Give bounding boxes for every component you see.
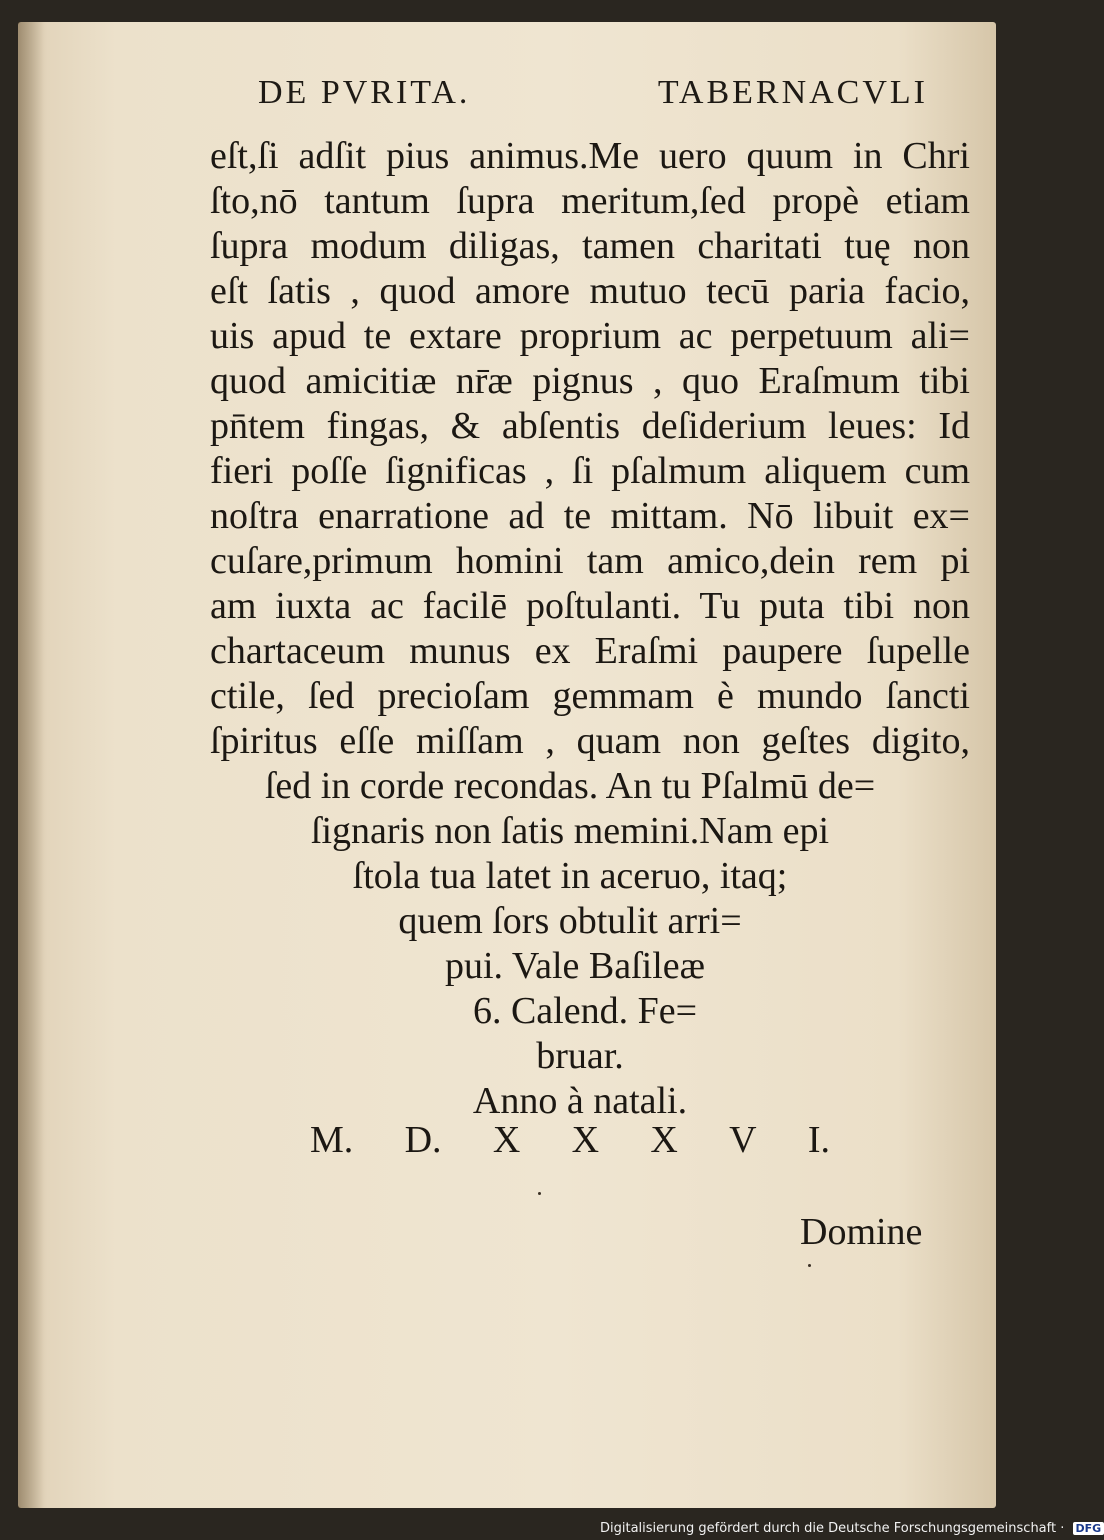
taper-line: 6. Calend. Fe=: [472, 990, 698, 1032]
body-line: noſtra enarratione ad te mittam. Nō libuit ex=: [210, 495, 970, 537]
taper-line: quem ſors obtulit arri=: [398, 900, 742, 942]
credit-text: Digitalisierung gefördert durch die Deutsche Forschungsgemeinschaft ·: [600, 1521, 1065, 1536]
body-line: chartaceum munus ex Eraſmi paupere ſupelle: [210, 630, 970, 672]
running-head: [258, 74, 928, 112]
taper-line: ſignaris non ſatis memini.Nam epi: [310, 810, 830, 852]
body-line: quod amicitiæ nr̄æ pignus , quo Eraſmum tibi: [210, 360, 970, 402]
body-line: pn̄tem fingas, & abſentis deſiderium leues: Id: [210, 405, 970, 447]
body-line: eſt,ſi adſit pius animus.Me uero quum in Chri: [210, 135, 970, 177]
body-line: ſupra modum diligas, tamen charitati tuę non: [210, 225, 970, 267]
year-numeral: X: [492, 1119, 521, 1161]
digitization-credit: [600, 1521, 1102, 1536]
body-line: eſt ſatis , quod amore mutuo tecū paria facio,: [210, 270, 970, 312]
body-line: ctile, ſed precioſam gemmam è mundo ſancti: [210, 675, 970, 717]
dfg-logo: DFG: [1073, 1522, 1104, 1535]
ink-speck: [538, 1192, 541, 1195]
taper-line: ſtola tua latet in aceruo, itaq;: [352, 855, 788, 897]
year-numeral: I.: [807, 1119, 830, 1161]
body-line: ſto,nō tantum ſupra meritum,ſed propè etiam: [210, 180, 970, 222]
body-line: fieri poſſe ſignificas , ſi pſalmum aliquem cum: [210, 450, 970, 492]
running-head-right: TABERNACVLI: [657, 74, 928, 111]
gutter-shadow: [18, 22, 44, 1508]
year-numeral: M.: [310, 1119, 354, 1161]
running-head-left: DE PVRITA.: [258, 74, 471, 111]
year-numeral: D.: [404, 1119, 442, 1161]
body-line: uis apud te extare proprium ac perpetuum ali=: [210, 315, 970, 357]
taper-line: pui. Vale Baſileæ: [445, 945, 705, 987]
body-line: cuſare,primum homini tam amico,dein rem pi: [210, 540, 970, 582]
body-line: ſpiritus eſſe miſſam , quam non geſtes digito,: [210, 720, 970, 762]
ink-speck: [808, 1264, 811, 1267]
year-line: [310, 1118, 830, 1162]
catchword: Domine: [800, 1211, 923, 1253]
year-numeral: V: [729, 1119, 757, 1161]
body-line: am iuxta ac facilē poſtulanti. Tu puta tibi non: [210, 585, 970, 627]
year-numeral: X: [571, 1119, 600, 1161]
taper-line: Anno à natali.: [472, 1080, 688, 1122]
taper-line: ſed in corde recondas. An tu Pſalmū de=: [264, 765, 876, 807]
taper-line: bruar.: [536, 1035, 624, 1077]
year-numeral: X: [650, 1119, 678, 1161]
